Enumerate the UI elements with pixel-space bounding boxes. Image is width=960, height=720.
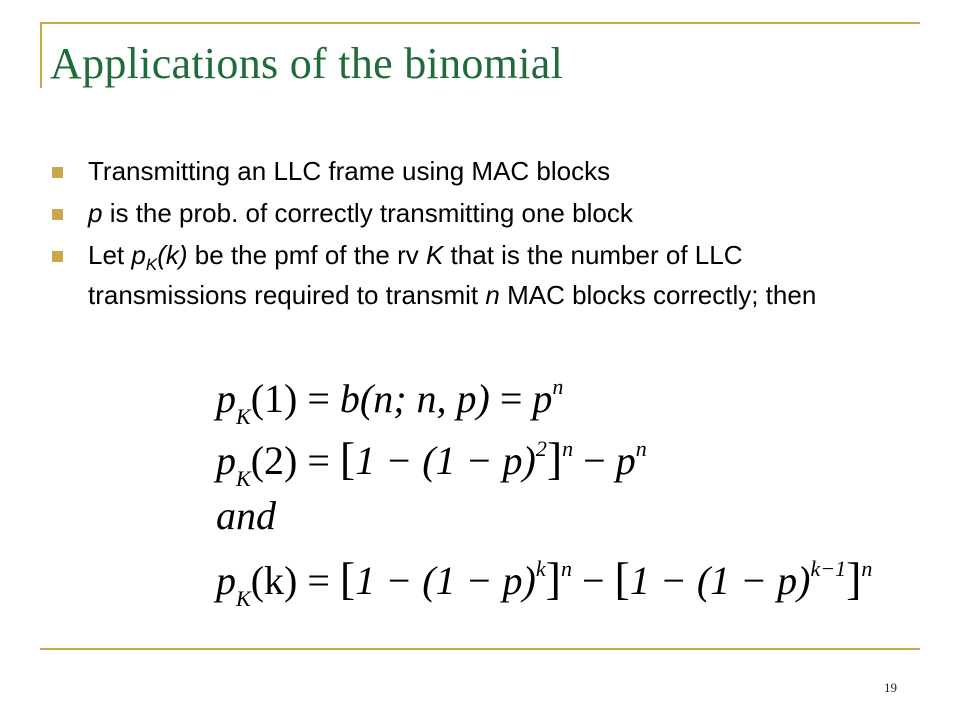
bottom-rule	[40, 648, 920, 650]
bullet-item-3	[48, 240, 898, 310]
pmf-argument: (k)	[157, 240, 188, 270]
equation-pkk: $p_K(k) = [1 - (1 - p)^k]^n - [1 - (1 - p)^{k-1}]^n$	[216, 553, 873, 611]
bullet-item-1	[48, 156, 898, 186]
bullet-square-icon	[52, 167, 63, 178]
equation-connector: and	[216, 493, 276, 538]
rv-symbol: K	[425, 240, 444, 270]
bullet-text-lead: Let	[88, 240, 132, 270]
equation-pk2: $p_K(2) = [1 - (1 - p)^2]^n - p^n$	[216, 433, 647, 491]
bullet-text-tail: MAC blocks correctly; then	[499, 280, 817, 310]
bullet-square-icon	[52, 209, 63, 220]
equation-pk1: $p_K(1) = b(n$; n, $p) = p^n$	[216, 374, 564, 429]
bullet-square-icon	[52, 251, 63, 262]
bullet-text-mid: be the pmf of the rv	[187, 240, 426, 270]
variable-p: p	[88, 198, 103, 228]
bullet-text: Transmitting an LLC frame using MAC blocks	[88, 156, 611, 186]
top-rule	[40, 22, 920, 24]
n-symbol: n	[485, 280, 500, 310]
left-rule	[40, 22, 42, 88]
page-number: 19	[884, 680, 897, 695]
bullet-item-2	[48, 198, 898, 228]
pmf-symbol: p	[131, 240, 146, 270]
bullet-text-mid2: that is the number of LLC transmissions required to transmit	[88, 240, 743, 310]
slide-title: Applications of the binomial	[50, 39, 564, 88]
bullet-text: is the prob. of correctly transmitting one block	[102, 198, 633, 228]
pmf-subscript: K	[145, 255, 158, 274]
bullet-list	[48, 156, 898, 322]
